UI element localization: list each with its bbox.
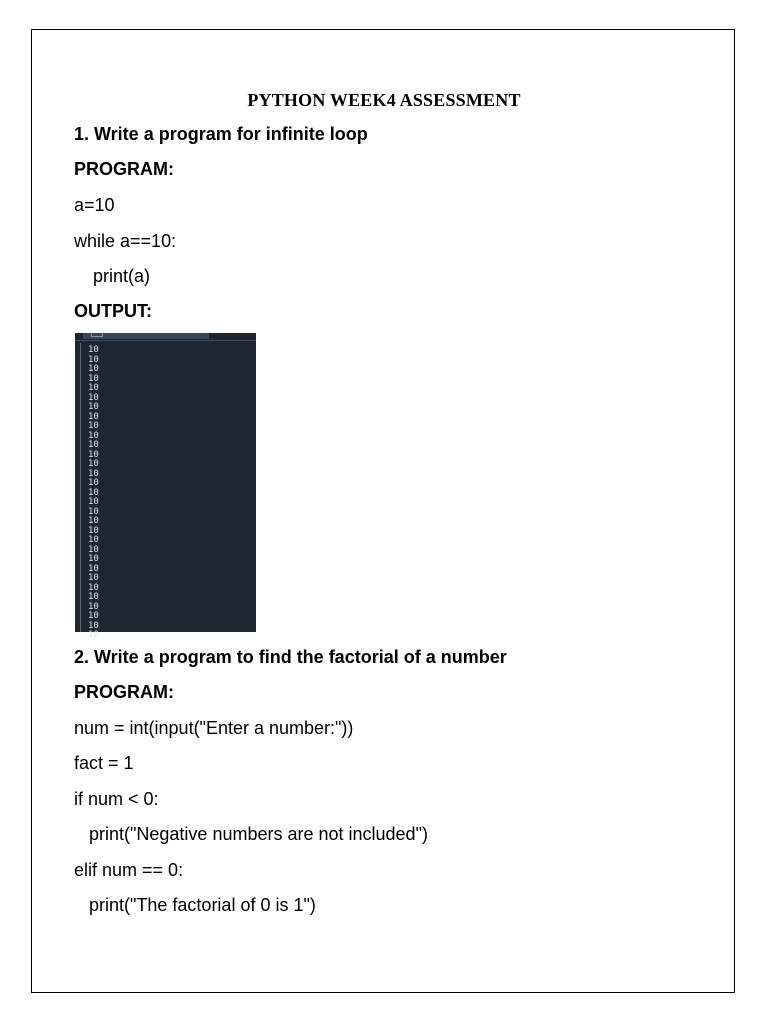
terminal-output-text: 10 10 10 10 10 10 10 10 10 10 10 10 10 10 10 10 10 10 10 10 10 10 10 10 10 10 10 10 10 10 10 (88, 345, 99, 640)
code-line: num = int(input("Enter a number:")) (74, 718, 354, 738)
terminal-tab (83, 333, 209, 339)
terminal-divider (75, 340, 256, 341)
terminal-gutter (80, 343, 81, 632)
code-line: print("The factorial of 0 is 1") (89, 895, 316, 915)
code-line: if num < 0: (74, 789, 159, 809)
terminal-tab-icon (91, 333, 103, 337)
code-line: print(a) (93, 266, 151, 286)
question-1-heading: 1. Write a program for infinite loop (74, 124, 368, 144)
question-2-heading: 2. Write a program to find the factorial of a number (74, 647, 507, 667)
code-line: print("Negative numbers are not included") (89, 824, 428, 844)
code-line: a=10 (74, 195, 115, 215)
document-title: PYTHON WEEK4 ASSESSMENT (247, 90, 521, 110)
question-1-output-label: OUTPUT: (74, 301, 152, 321)
question-2-program-label: PROGRAM: (74, 682, 174, 702)
question-1-program-label: PROGRAM: (74, 159, 174, 179)
terminal-output-screenshot (75, 333, 256, 640)
code-line: elif num == 0: (74, 860, 184, 880)
code-line: while a==10: (74, 231, 177, 251)
code-line: fact = 1 (74, 753, 134, 773)
